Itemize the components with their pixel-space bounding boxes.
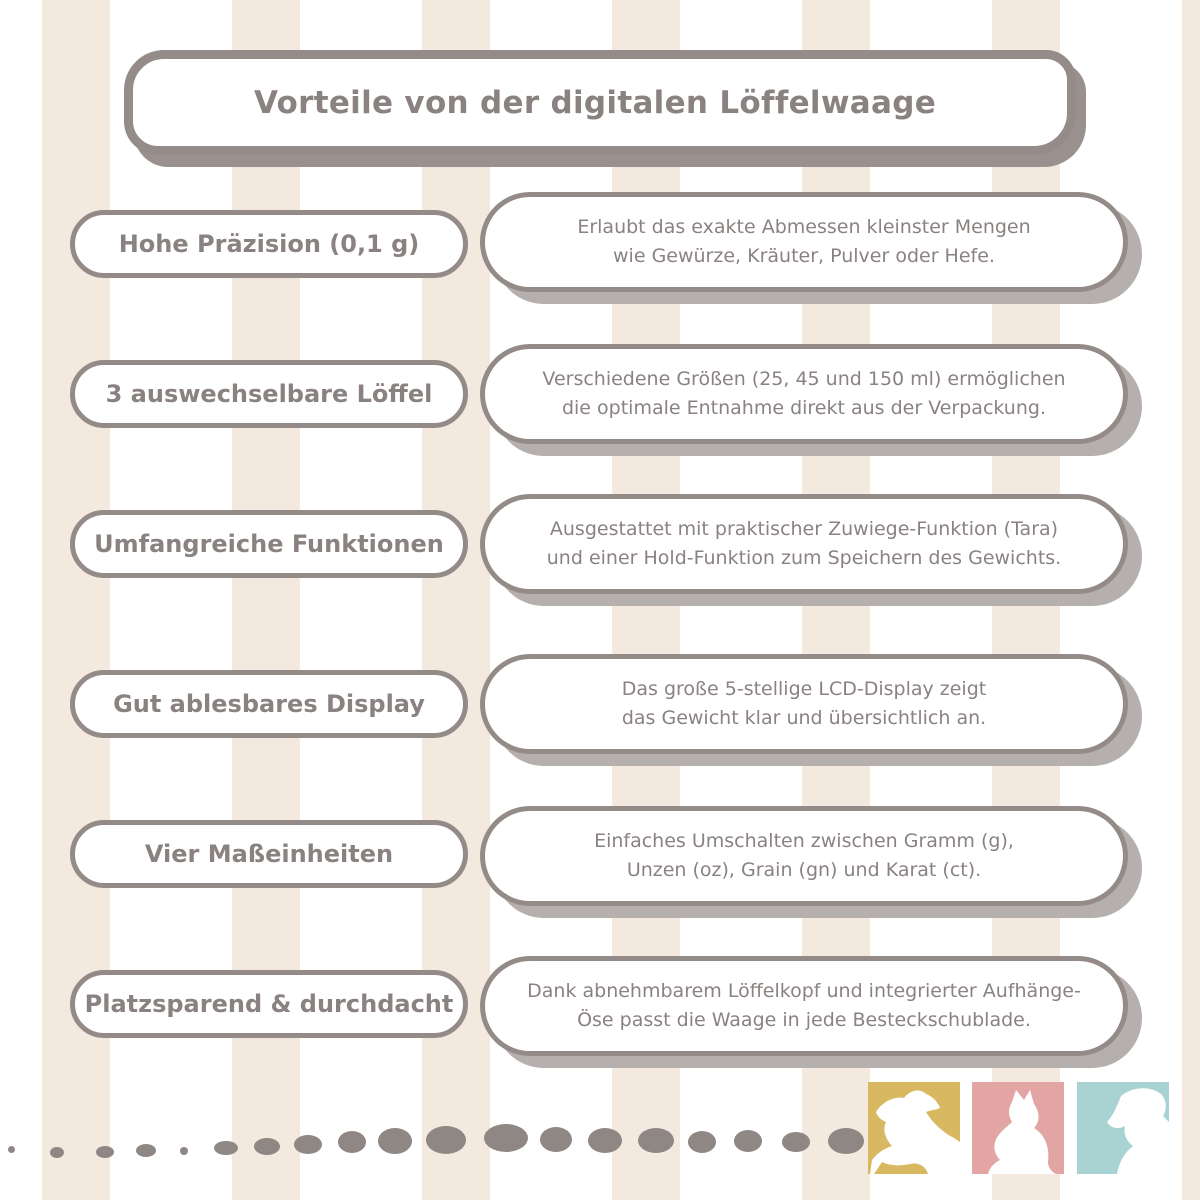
feature-description-spoons bbox=[480, 344, 1128, 444]
feature-label-text: Hohe Präzision (0,1 g) bbox=[118, 230, 420, 258]
feature-label-space-saving bbox=[70, 970, 468, 1038]
feature-label-precision bbox=[70, 210, 468, 278]
feature-description-text: Verschiedene Größen (25, 45 und 150 ml) ermöglichen die optimale Entnahme direkt aus der Verpackung. bbox=[542, 368, 1066, 419]
trail-dot bbox=[294, 1135, 322, 1154]
feature-description-text: Einfaches Umschalten zwischen Gramm (g), Unzen (oz), Grain (gn) und Karat (ct). bbox=[594, 830, 1014, 881]
feature-label-units bbox=[70, 820, 468, 888]
feature-description-units bbox=[480, 806, 1128, 906]
trail-dot bbox=[214, 1141, 238, 1155]
feature-label-display bbox=[70, 670, 468, 738]
feature-description-display bbox=[480, 654, 1128, 754]
trail-dot bbox=[588, 1128, 622, 1153]
trail-dot bbox=[180, 1147, 188, 1155]
trail-dot bbox=[426, 1126, 466, 1154]
trail-dot bbox=[688, 1131, 716, 1153]
page-title: Vorteile von der digitalen Löffelwaage bbox=[253, 84, 937, 121]
feature-label-text: Platzsparend & durchdacht bbox=[84, 990, 454, 1018]
feature-label-spoons bbox=[70, 360, 468, 428]
cat-icon bbox=[972, 1082, 1064, 1174]
feature-label-text: Vier Maßeinheiten bbox=[144, 840, 394, 868]
trail-dot bbox=[338, 1131, 366, 1153]
title-banner bbox=[124, 50, 1076, 155]
trail-dot bbox=[540, 1127, 572, 1152]
feature-description-text: Das große 5-stellige LCD-Display zeigt das Gewicht klar und übersichtlich an. bbox=[621, 678, 987, 729]
trail-dot bbox=[136, 1144, 156, 1157]
trail-dot bbox=[484, 1124, 528, 1152]
trail-dot bbox=[782, 1132, 810, 1152]
feature-description-precision bbox=[480, 192, 1128, 292]
trail-dot bbox=[378, 1128, 412, 1154]
brand-tile-dog bbox=[868, 1082, 960, 1174]
trail-dot bbox=[96, 1146, 114, 1158]
horse-icon bbox=[1077, 1082, 1169, 1174]
trail-dot bbox=[8, 1146, 15, 1153]
feature-label-text: Umfangreiche Funktionen bbox=[94, 530, 444, 558]
feature-label-functions bbox=[70, 510, 468, 578]
feature-description-text: Dank abnehmbarem Löffelkopf und integrierter Aufhänge- Öse passt die Waage in jede Besteckschublade. bbox=[527, 980, 1081, 1031]
trail-dot bbox=[50, 1147, 64, 1158]
trail-dot bbox=[828, 1128, 864, 1154]
brand-tile-cat bbox=[972, 1082, 1064, 1174]
feature-description-text: Ausgestattet mit praktischer Zuwiege-Funktion (Tara) und einer Hold-Funktion zum Speichern des Gewichts. bbox=[546, 518, 1062, 569]
feature-label-text: Gut ablesbares Display bbox=[113, 690, 425, 718]
trail-dot bbox=[638, 1128, 674, 1153]
trail-dot bbox=[254, 1138, 280, 1155]
brand-tile-horse bbox=[1077, 1082, 1169, 1174]
feature-label-text: 3 auswechselbare Löffel bbox=[105, 380, 433, 408]
trail-dot bbox=[734, 1130, 762, 1152]
dog-icon bbox=[868, 1082, 960, 1174]
feature-description-functions bbox=[480, 494, 1128, 594]
feature-description-text: Erlaubt das exakte Abmessen kleinster Mengen wie Gewürze, Kräuter, Pulver oder Hefe. bbox=[577, 216, 1031, 267]
feature-description-space-saving bbox=[480, 956, 1128, 1056]
